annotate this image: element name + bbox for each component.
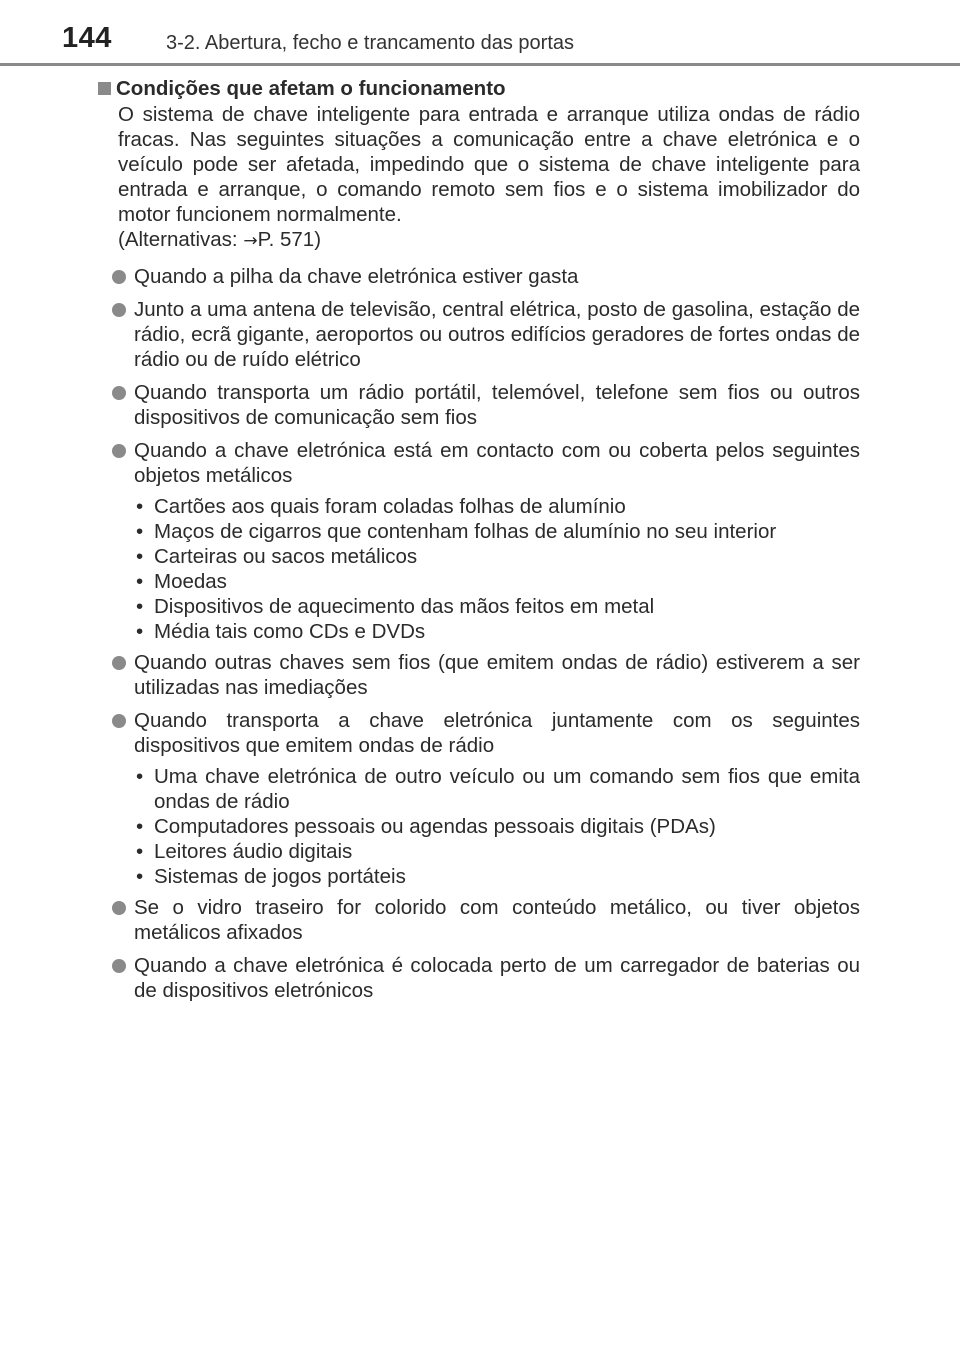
condition-text: Se o vidro traseiro for colorido com conteúdo metálico, ou tiver objetos metálicos afixados <box>134 896 860 944</box>
condition-text: Quando a chave eletrónica é colocada perto de um carregador de baterias ou de dispositivos eletrónicos <box>134 954 860 1002</box>
circle-bullet-icon <box>112 444 126 458</box>
condition-item <box>98 895 860 945</box>
circle-bullet-icon <box>112 386 126 400</box>
condition-text: Junto a uma antena de televisão, central elétrica, posto de gasolina, estação de rádio, ecrã gigante, aeroportos ou outros edifícios geradores de fortes ondas de rádio ou de ruído elétrico <box>134 298 860 371</box>
section-heading-text: Condições que afetam o funcionamento <box>116 77 506 100</box>
page-number: 144 <box>62 22 112 54</box>
list-item: • Computadores pessoais ou agendas pessoais digitais (PDAs) <box>136 815 716 838</box>
dot-bullet-icon: • <box>136 840 144 863</box>
list-item: • Média tais como CDs e DVDs <box>136 620 426 643</box>
section-heading <box>98 76 860 101</box>
dot-bullet-icon: • <box>136 545 144 568</box>
dot-bullet-icon: • <box>136 570 144 593</box>
list-item: • Uma chave eletrónica de outro veículo ou um comando sem fios que emita ondas de rádio <box>136 765 860 813</box>
circle-bullet-icon <box>112 303 126 317</box>
list-item: • Cartões aos quais foram coladas folhas de alumínio <box>136 495 626 518</box>
intro-paragraph: O sistema de chave inteligente para entrada e arranque utiliza ondas de rádio fracas. Nas seguintes situações a comunicação entre a chave eletrónica e o veículo pode ser afetada, impedindo que o sistema de chave inteligente para entrada e arranque, o comando remoto sem fios e o sistema imobilizador do motor funcionem normalmente. <box>118 103 860 226</box>
list-item: • Carteiras ou sacos metálicos <box>136 545 418 568</box>
list-item: • Leitores áudio digitais <box>136 840 353 863</box>
header-divider <box>0 63 960 66</box>
condition-item <box>98 708 860 758</box>
alternatives-page-link[interactable]: P. 571) <box>257 228 322 251</box>
condition-text: Quando transporta a chave eletrónica juntamente com os seguintes dispositivos que emitem ondas de rádio <box>134 709 860 757</box>
list-item: • Dispositivos de aquecimento das mãos feitos em metal <box>136 595 655 618</box>
circle-bullet-icon <box>112 656 126 670</box>
dot-bullet-icon: • <box>136 495 144 518</box>
page-content <box>98 76 860 1011</box>
dot-bullet-icon: • <box>136 520 144 543</box>
condition-text: Quando a chave eletrónica está em contacto com ou coberta pelos seguintes objetos metálicos <box>134 439 860 487</box>
alternatives-reference <box>118 227 860 254</box>
circle-bullet-icon <box>112 714 126 728</box>
dot-bullet-icon: • <box>136 765 144 788</box>
condition-text: Quando outras chaves sem fios (que emitem ondas de rádio) estiverem a ser utilizadas nas imediações <box>134 651 860 699</box>
page-reference-arrow-icon: → <box>243 231 258 251</box>
section-title: 3-2. Abertura, fecho e trancamento das portas <box>166 32 575 54</box>
square-bullet-icon <box>98 82 111 95</box>
list-item: • Moedas <box>136 570 227 593</box>
list-item: • Maços de cigarros que contenham folhas de alumínio no seu interior <box>136 520 777 543</box>
condition-item <box>98 650 860 700</box>
radio-devices-list <box>98 764 860 889</box>
list-item: • Sistemas de jogos portáteis <box>136 865 406 888</box>
circle-bullet-icon <box>112 270 126 284</box>
circle-bullet-icon <box>112 959 126 973</box>
condition-text: Quando transporta um rádio portátil, telemóvel, telefone sem fios ou outros dispositivos de comunicação sem fios <box>134 381 860 429</box>
page-header <box>0 0 960 66</box>
metal-objects-list <box>98 494 860 644</box>
dot-bullet-icon: • <box>136 865 144 888</box>
dot-bullet-icon: • <box>136 595 144 618</box>
dot-bullet-icon: • <box>136 815 144 838</box>
condition-item <box>98 380 860 430</box>
condition-text: Quando a pilha da chave eletrónica estiver gasta <box>134 265 579 288</box>
condition-item <box>98 264 860 289</box>
circle-bullet-icon <box>112 901 126 915</box>
alternatives-prefix: (Alternativas: <box>118 228 244 251</box>
condition-item <box>98 438 860 488</box>
condition-item <box>98 297 860 372</box>
condition-item <box>98 953 860 1003</box>
dot-bullet-icon: • <box>136 620 144 643</box>
